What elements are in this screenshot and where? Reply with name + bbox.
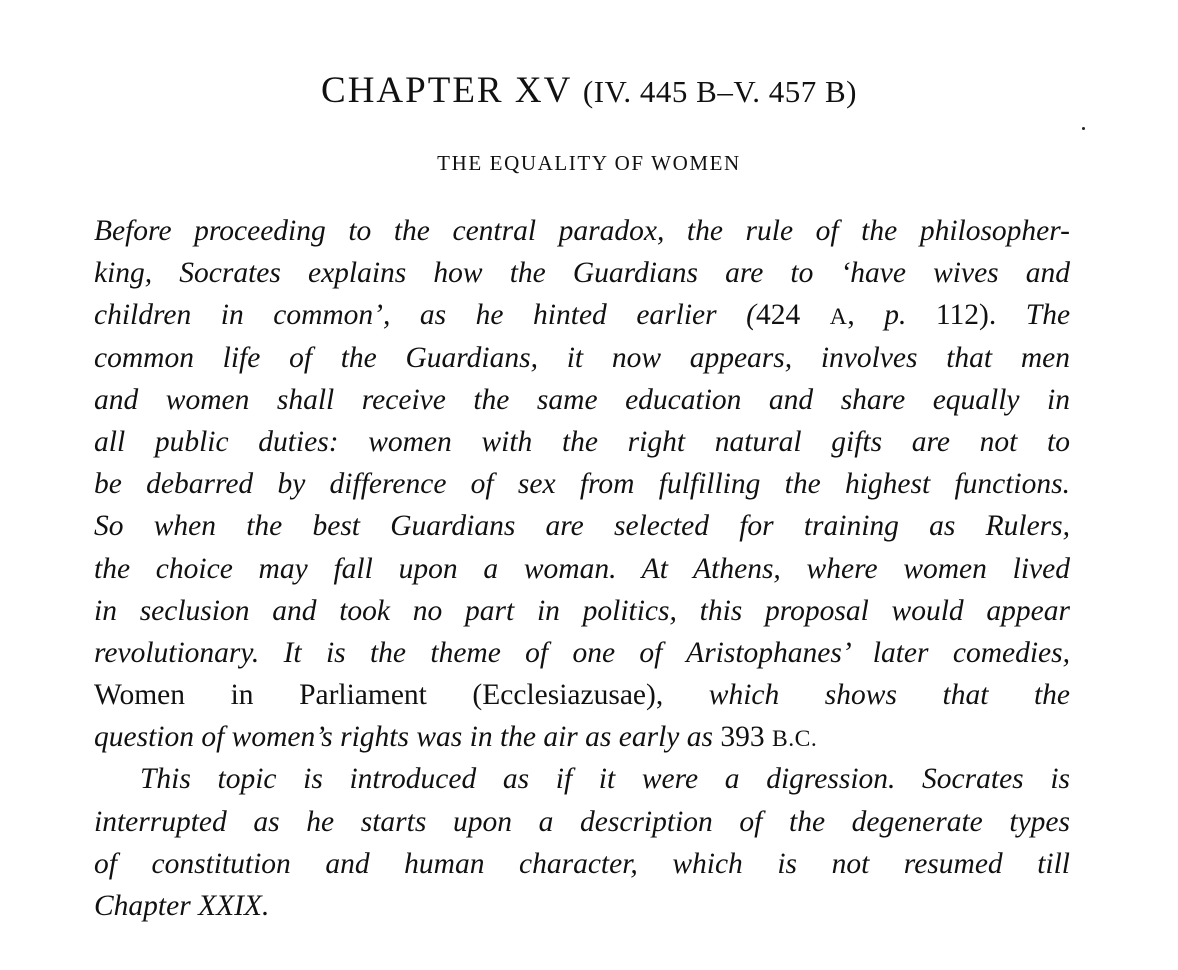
chapter-summary: [94, 210, 1070, 927]
text-segment: 393: [720, 721, 765, 754]
text-line: the choice may fall upon a woman. At Athens, where women lived: [94, 552, 1070, 585]
text-line: be debarred by difference of sex from fulfilling the highest functions.: [94, 468, 1070, 501]
text-line: Chapter XXIX.: [94, 890, 270, 922]
text-line: and women shall receive the same education and share equally in: [94, 383, 1070, 416]
chapter-title: CHAPTER XV: [321, 70, 572, 111]
text-line: [94, 716, 1070, 758]
text-line: king, Socrates explains how the Guardians are to ‘have wives and: [94, 257, 1070, 290]
text-line: Before proceeding to the central paradox, the rule of the philosopher-: [94, 215, 1070, 247]
text-line: in seclusion and took no part in politics, this proposal would appear: [94, 594, 1070, 627]
text-segment: B.C.: [771, 726, 818, 753]
text-line: interrupted as he starts upon a description of the degenerate types: [94, 805, 1070, 838]
text-segment: ,: [847, 299, 885, 332]
chapter-heading: [0, 66, 1178, 117]
text-line: So when the best Guardians are selected for training as Rulers,: [94, 510, 1070, 543]
text-segment: 424: [755, 299, 801, 332]
text-line: [94, 294, 1070, 336]
text-segment: A: [829, 304, 848, 331]
book-title: Women in Parliament (Ecclesiazusae),: [94, 679, 664, 712]
text-segment: p.: [884, 299, 907, 332]
text-segment: which shows that the: [663, 679, 1070, 712]
text-segment: children in common’, as he hinted earlier (: [94, 299, 756, 332]
text-segment: The: [996, 299, 1071, 332]
text-line: of constitution and human character, which is not resumed till: [94, 847, 1070, 880]
text-segment: 112).: [906, 299, 997, 332]
text-line: common life of the Guardians, it now appears, involves that men: [94, 341, 1070, 374]
text-line: This topic is introduced as if it were a digression. Socrates is: [140, 763, 1070, 796]
section-title: THE EQUALITY OF WOMEN: [437, 151, 741, 175]
print-speck: [1082, 127, 1085, 130]
text-line: revolutionary. It is the theme of one of Aristophanes’ later comedies,: [94, 636, 1070, 669]
text-line: [94, 674, 1070, 716]
text-line: all public duties: women with the right natural gifts are not to: [94, 425, 1070, 458]
chapter-reference: (IV. 445 B–V. 457 B): [582, 74, 857, 109]
text-segment: question of women’s rights was in the air as early as: [94, 721, 721, 754]
